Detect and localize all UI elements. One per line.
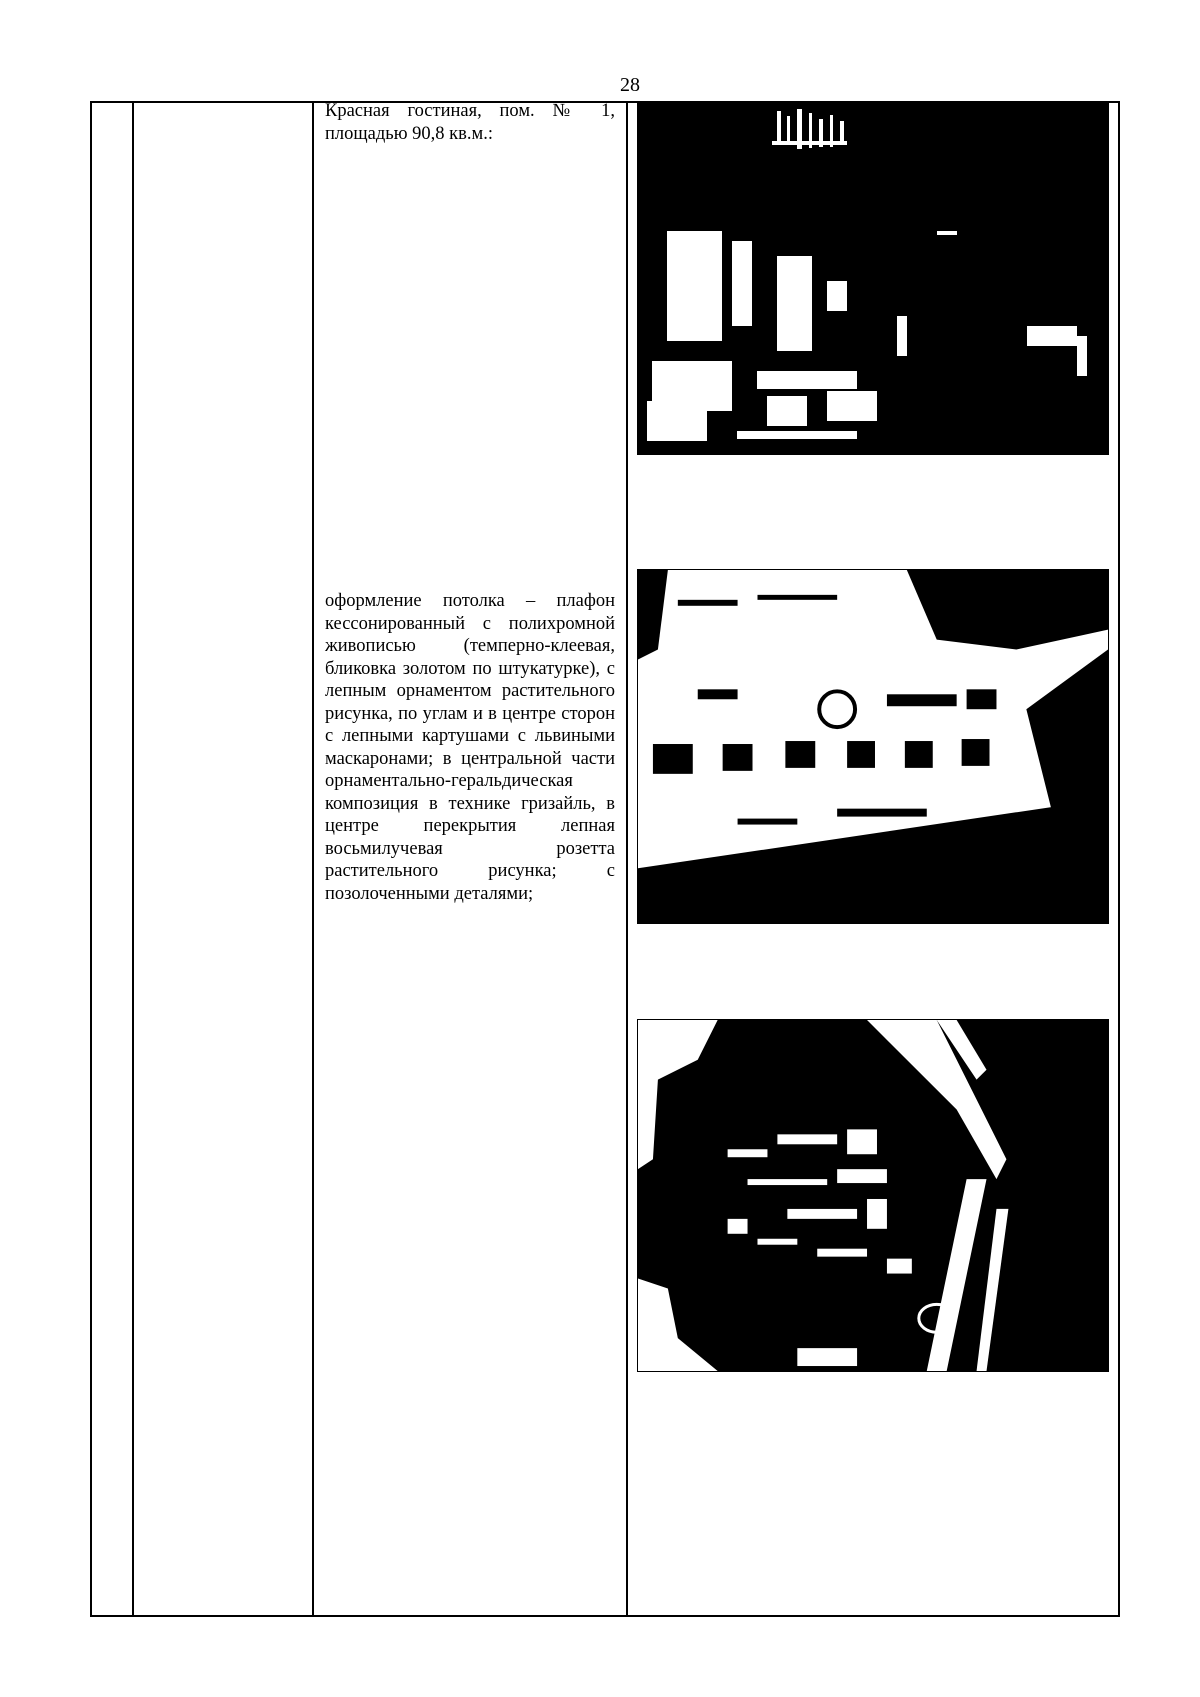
ceiling-coffers-image — [638, 570, 1108, 923]
column-divider-1 — [132, 101, 134, 1617]
page-number: 28 — [620, 74, 640, 96]
ceiling-center-image — [638, 1020, 1108, 1371]
room-interior-image — [637, 101, 1109, 455]
photo-room-interior — [637, 101, 1109, 455]
column-divider-3 — [626, 101, 628, 1617]
column-divider-2 — [312, 101, 314, 1617]
room-title: Красная гостиная, пом. № 1, площадью 90,8 кв.м.: — [325, 101, 615, 144]
ceiling-description: оформление потолка – плафон кессонированный с полихромной живописью (темперно-клеевая, бликовка золотом по штукатурке), с лепным орнаментом растительного рисунка, по углам и в центре сторон с лепными картушами с львиными маскаронами; в центральной части орнаментально-геральдическая композиция в технике гризайль, в центре перекрытия лепная восьмилучевая розетта растительного рисунка; с позолоченными деталями; — [325, 591, 615, 904]
photo-ceiling-center — [637, 1019, 1109, 1372]
photo-ceiling-coffers — [637, 569, 1109, 924]
